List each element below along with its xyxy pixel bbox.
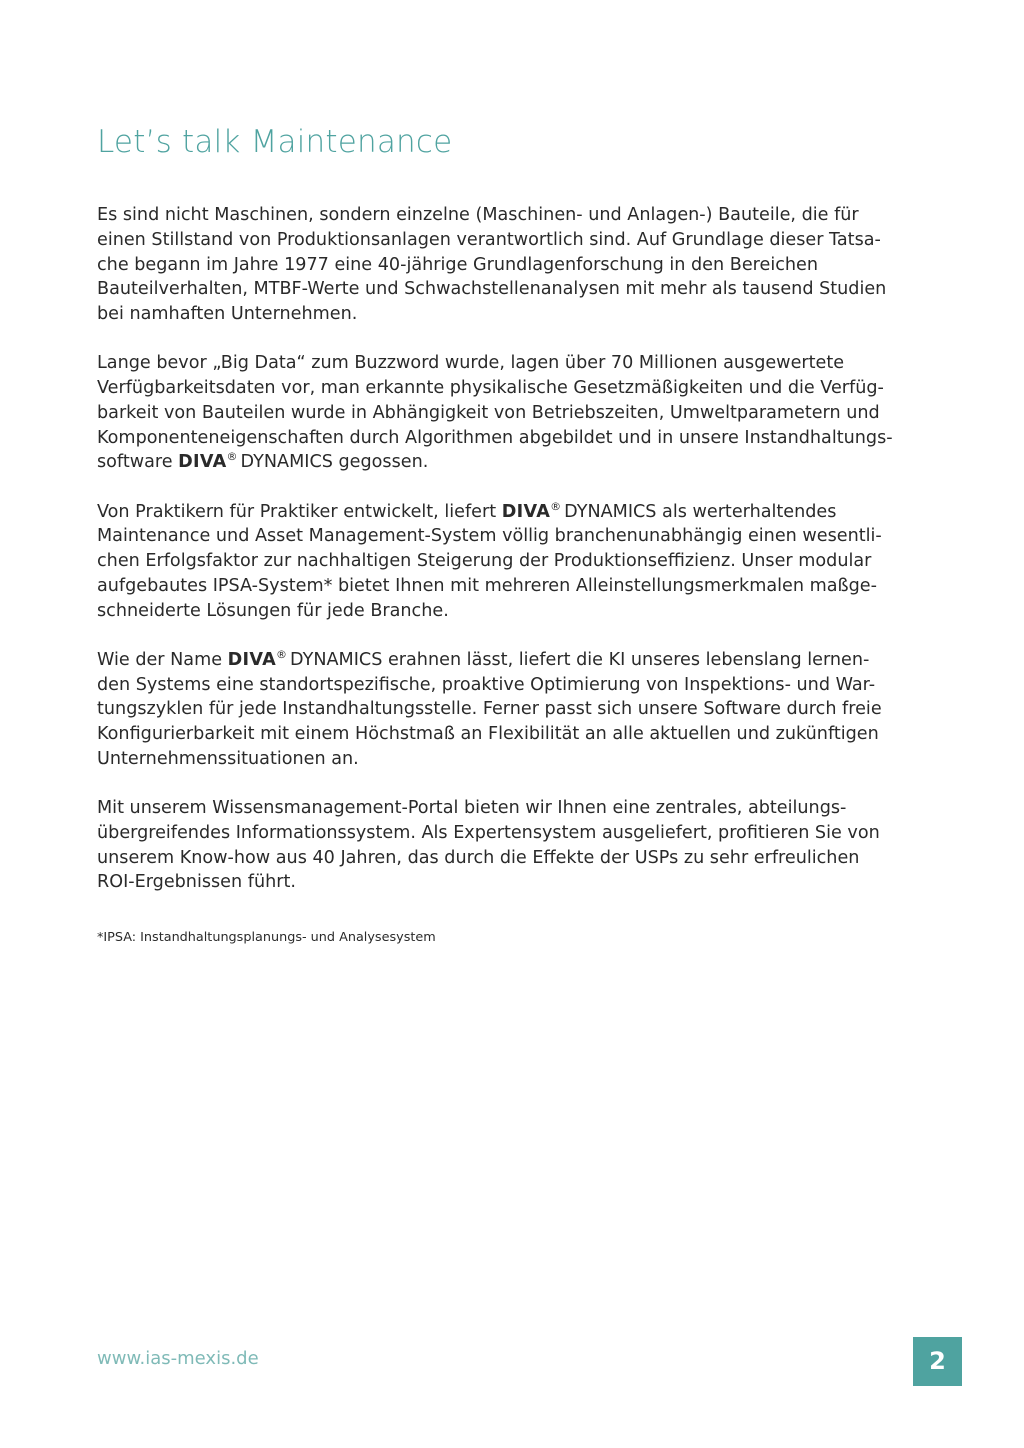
text-line: Unternehmenssituationen an. <box>97 748 359 769</box>
text-line: Es sind nicht Maschinen, sondern einzelne (Maschinen- und Anlagen-) Bauteile, die für <box>97 205 859 225</box>
text-line: Konfigurierbarkeit mit einem Höchstmaß an Flexibilität an alle aktuellen und zukünftigen <box>97 724 879 744</box>
paragraph-4 <box>97 648 937 772</box>
text-segment: Wie der Name <box>97 649 223 670</box>
text-line: tungszyklen für jede Instandhaltungsstelle. Ferner passt sich unsere Software durch freie <box>97 699 882 720</box>
registered-mark: ® <box>226 450 238 464</box>
footnote: *IPSA: Instandhaltungsplanungs- und Analysesystem <box>97 930 436 945</box>
brand-name: DIVA <box>501 501 551 522</box>
text-line: che begann im Jahre 1977 eine 40-jährige Grundlagenforschung in den Bereichen <box>97 254 818 275</box>
text-segment: DYNAMICS gegossen. <box>240 452 429 473</box>
text-line <box>97 500 937 525</box>
text-line: chen Erfolgsfaktor zur nachhaltigen Steigerung der Produktionseffizienz. Unser modular <box>97 551 872 571</box>
text-line: Bauteilverhalten, MTBF-Werte und Schwachstellenanalysen mit mehr als tausend Studien <box>97 279 887 300</box>
text-line: schneiderte Lösungen für jede Branche. <box>97 600 449 621</box>
text-line: übergreifendes Informationssystem. Als Expertensystem ausgeliefert, profitieren Sie von <box>97 822 880 843</box>
text-line: ROI-Ergebnissen führt. <box>97 872 296 893</box>
text-line <box>97 450 937 475</box>
body-text <box>97 203 937 920</box>
brand-name: DIVA <box>227 649 277 670</box>
text-line: Mit unserem Wissensmanagement-Portal bieten wir Ihnen eine zentrales, abteilungs- <box>97 798 847 818</box>
paragraph-1 <box>97 203 937 327</box>
text-segment: DYNAMICS als werterhaltendes <box>564 501 837 522</box>
text-line: Verfügbarkeitsdaten vor, man erkannte physikalische Gesetzmäßigkeiten und die Verfüg- <box>97 378 884 398</box>
page-number-badge: 2 <box>913 1337 962 1386</box>
registered-mark: ® <box>550 499 562 513</box>
text-line: barkeit von Bauteilen wurde in Abhängigkeit von Betriebszeiten, Umweltparametern und <box>97 402 880 423</box>
text-line: unserem Know-how aus 40 Jahren, das durch die Effekte der USPs zu sehr erfreulichen <box>97 847 860 868</box>
text-line: Komponenteneigenschaften durch Algorithmen abgebildet und in unsere Instandhaltungs- <box>97 427 893 448</box>
page-title: Let’s talk Maintenance <box>97 124 453 160</box>
text-segment: DYNAMICS erahnen lässt, liefert die KI unseres lebenslang lernen- <box>290 649 870 670</box>
paragraph-5 <box>97 796 937 895</box>
registered-mark: ® <box>276 647 288 661</box>
text-line: Maintenance und Asset Management-System völlig branchenunabhängig einen wesentli- <box>97 526 882 547</box>
text-line: bei namhaften Unternehmen. <box>97 304 358 324</box>
text-line: den Systems eine standortspezifische, proaktive Optimierung von Inspektions- und War- <box>97 674 876 695</box>
paragraph-2 <box>97 351 937 475</box>
text-line: Lange bevor „Big Data“ zum Buzzword wurde, lagen über 70 Millionen ausgewertete <box>97 353 845 374</box>
text-segment: Von Praktikern für Praktiker entwickelt, liefert <box>97 501 497 522</box>
paragraph-3 <box>97 500 937 624</box>
text-line <box>97 648 937 673</box>
text-line: einen Stillstand von Produktionsanlagen verantwortlich sind. Auf Grundlage dieser Tatsa- <box>97 229 881 250</box>
text-line: aufgebautes IPSA-System* bietet Ihnen mit mehreren Alleinstellungsmerkmalen maßge- <box>97 575 877 596</box>
website-link[interactable]: www.ias-mexis.de <box>97 1348 259 1369</box>
brand-name: DIVA <box>178 452 227 473</box>
text-segment: software <box>97 452 173 473</box>
